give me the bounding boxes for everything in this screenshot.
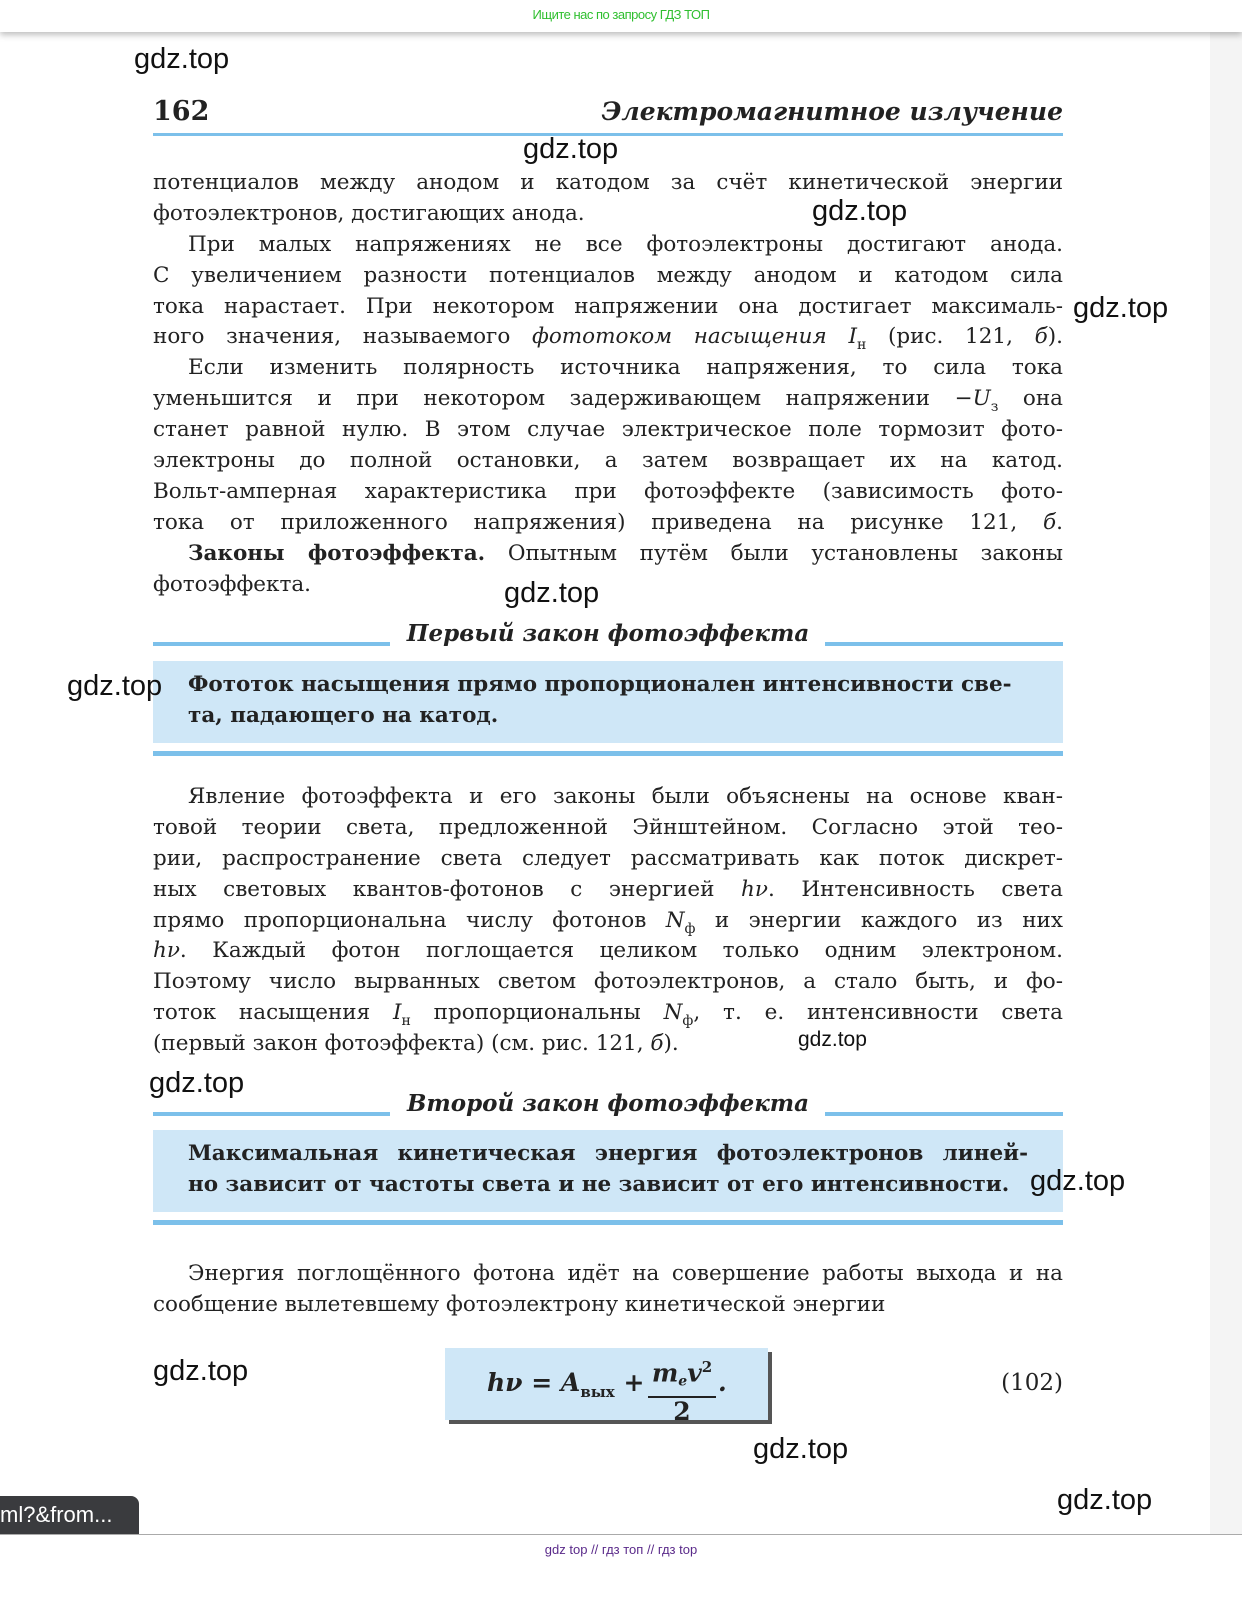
banner-text: Ищите нас по запросу ГДЗ ТОП — [532, 7, 710, 22]
watermark: gdz.top — [67, 670, 163, 702]
text-segment: . Каждый фотон поглощается целиком только одним электроном. — [179, 938, 1063, 964]
url-tooltip-text: ml?&from... — [0, 1502, 113, 1527]
law2-line: но зависит от частоты света и не зависит от его интенсивности. — [188, 1172, 1010, 1197]
text-segment: фотоэффекта. — [153, 571, 312, 597]
law2-title: Второй закон фотоэффекта — [406, 1090, 810, 1117]
text-segment: она — [998, 386, 1063, 412]
footer-sep: // — [591, 1542, 599, 1557]
text-segment: . — [1056, 509, 1063, 535]
law2-heading — [153, 1092, 1063, 1122]
italic-segment: б — [1043, 509, 1057, 535]
text-segment: Вольт-амперная характеристика при фотоэффекте (зависимость фото- — [153, 478, 1063, 504]
subscript: н — [401, 1013, 411, 1030]
text-line — [153, 1290, 1063, 1321]
italic-segment: N — [663, 1000, 683, 1026]
formula-dot: . — [718, 1368, 727, 1397]
text-segment: Энергия поглощённого фотона идёт на совершение работы выхода и на — [188, 1261, 1063, 1286]
formula-plus: + — [623, 1368, 645, 1397]
text-segment: фотоэлектронов, достигающих анода. — [153, 200, 585, 226]
scroll-gutter — [1210, 32, 1242, 1535]
law2-line: Максимальная кинетическая энергия фотоэлектронов линей- — [188, 1141, 1028, 1166]
text-line — [153, 292, 1063, 323]
text-line — [153, 168, 1063, 199]
italic-segment: hν — [741, 876, 768, 902]
law1-box — [153, 661, 1063, 743]
italic-segment: N — [665, 907, 685, 933]
watermark: gdz.top — [134, 43, 230, 75]
page-number: 162 — [153, 96, 210, 127]
text-line — [153, 875, 1063, 906]
italic-segment: фототоком насыщения I — [531, 324, 857, 350]
text-segment: При малых напряжениях не все фотоэлектроны достигают анода. — [188, 231, 1063, 257]
formula-lhs: hν — [487, 1368, 523, 1397]
text-line — [153, 353, 1063, 384]
top-banner — [0, 0, 1242, 32]
formula-fraction — [648, 1352, 716, 1426]
text-segment: электроны до полной остановки, а затем возвращает их на катод. — [153, 448, 1063, 474]
text-line — [153, 906, 1063, 937]
text-line — [153, 261, 1063, 292]
formula-num-v: v — [687, 1358, 702, 1388]
subscript: з — [990, 399, 999, 416]
text-line — [153, 508, 1063, 539]
url-tooltip — [0, 1496, 139, 1534]
watermark: gdz.top — [753, 1433, 849, 1465]
formula-num: m — [651, 1358, 679, 1388]
text-segment: пропорциональны — [410, 1000, 664, 1026]
subscript: ф — [682, 1013, 694, 1030]
text-line — [153, 539, 1063, 570]
text-block-2 — [153, 782, 1063, 1060]
text-segment: ных световых квантов-фотонов с энергией — [153, 876, 742, 902]
law1-line: Фототок насыщения прямо пропорционален интенсивности све- — [188, 672, 1012, 697]
text-line — [153, 570, 1063, 601]
text-segment: тока от приложенного напряжения) приведена на рисунке 121, — [153, 509, 1044, 535]
text-line — [153, 998, 1063, 1029]
text-segment: Явление фотоэффекта и его законы были объяснены на основе кван- — [188, 784, 1063, 809]
footer-sep: // — [646, 1542, 655, 1557]
text-line — [153, 936, 1063, 967]
footer-divider — [0, 1534, 1242, 1535]
law1-heading — [153, 622, 1063, 652]
text-segment: , т. е. интенсивности света — [693, 1000, 1063, 1026]
equation-number: (102) — [1001, 1370, 1063, 1396]
law1-title: Первый закон фотоэффекта — [406, 620, 810, 647]
footer — [0, 1542, 1242, 1557]
text-line — [153, 199, 1063, 230]
watermark: gdz.top — [812, 195, 908, 227]
formula-num-sub: e — [678, 1373, 688, 1390]
formula-box — [445, 1348, 768, 1427]
chapter-title: Электромагнитное излучение — [601, 97, 1063, 126]
text-line — [153, 782, 1063, 813]
text-line — [153, 322, 1063, 353]
italic-segment: U — [972, 386, 991, 412]
text-segment: и энергии каждого из них — [695, 907, 1063, 933]
footer-link[interactable]: gdz top — [544, 1542, 588, 1557]
watermark: gdz.top — [504, 577, 600, 609]
text-segment: потенциалов между анодом и катодом за счёт кинетической энергии — [153, 170, 1063, 195]
formula-den: 2 — [673, 1397, 691, 1427]
text-block-1 — [153, 168, 1063, 600]
text-segment: тоток насыщения — [153, 1000, 393, 1026]
text-segment: сообщение вылетевшему фотоэлектрону кинетической энергии — [153, 1291, 886, 1317]
text-line — [153, 446, 1063, 477]
text-segment: (рис. 121, — [866, 324, 1035, 350]
watermark: gdz.top — [1057, 1484, 1153, 1516]
text-line — [153, 844, 1063, 875]
text-segment: тока нарастает. При некотором напряжении она достигает максималь- — [153, 293, 1063, 319]
text-segment: станет равной нулю. В этом случае электрическое поле тормозит фото- — [153, 417, 1063, 443]
formula-a-sub: вых — [580, 1383, 615, 1401]
watermark: gdz.top — [798, 1028, 867, 1051]
footer-link[interactable]: гдз top — [657, 1542, 698, 1557]
footer-link[interactable]: гдз топ — [601, 1542, 644, 1557]
text-segment: Опытным путём были установлены законы — [485, 540, 1063, 566]
subscript: ф — [684, 920, 696, 937]
subscript: н — [856, 337, 867, 354]
text-segment: ). — [663, 1031, 679, 1057]
law2-box — [153, 1130, 1063, 1212]
text-segment: прямо пропорциональна числу фотонов — [153, 907, 666, 933]
law2-bottom-bar — [153, 1220, 1063, 1225]
text-segment: . Интенсивность света — [767, 876, 1063, 902]
text-segment: уменьшится и при некотором задерживающем напряжении − — [153, 386, 973, 412]
text-segment: товой теории света, предложенной Эйнштейном. Согласно этой тео- — [153, 814, 1063, 840]
italic-segment: б — [1034, 324, 1048, 350]
text-line — [153, 1029, 1063, 1060]
text-segment: рии, распространение света следует рассматривать как поток дискрет- — [153, 845, 1063, 871]
text-line — [153, 230, 1063, 261]
text-block-3 — [153, 1259, 1063, 1321]
watermark: gdz.top — [153, 1355, 249, 1387]
law1-line: та, падающего на катод. — [188, 703, 499, 728]
italic-segment: hν — [153, 938, 180, 964]
watermark: gdz.top — [1030, 1165, 1126, 1197]
watermark: gdz.top — [1073, 292, 1169, 324]
text-segment: (первый закон фотоэффекта) (см. рис. 121, — [153, 1031, 651, 1057]
text-segment: С увеличением разности потенциалов между анодом и катодом сила — [153, 262, 1063, 288]
text-line — [153, 384, 1063, 415]
italic-segment: I — [393, 1000, 402, 1026]
text-line — [153, 415, 1063, 446]
text-segment: ). — [1047, 324, 1063, 350]
formula-a: A — [560, 1368, 581, 1397]
watermark: gdz.top — [523, 133, 619, 165]
text-segment: Если изменить полярность источника напряжения, то сила тока — [188, 355, 1063, 381]
text-line — [153, 967, 1063, 998]
text-line — [153, 1259, 1063, 1290]
bold-segment: Законы фотоэффекта. — [188, 540, 486, 566]
text-segment: Поэтому число вырванных светом фотоэлектронов, а стало быть, и фо- — [153, 969, 1063, 995]
watermark: gdz.top — [149, 1067, 245, 1099]
formula-exp: 2 — [701, 1358, 713, 1376]
formula-eq: = — [531, 1368, 553, 1397]
italic-segment: б — [650, 1031, 664, 1057]
text-line — [153, 477, 1063, 508]
text-segment: ного значения, называемого — [153, 324, 532, 350]
text-line — [153, 813, 1063, 844]
law1-bottom-bar — [153, 751, 1063, 756]
